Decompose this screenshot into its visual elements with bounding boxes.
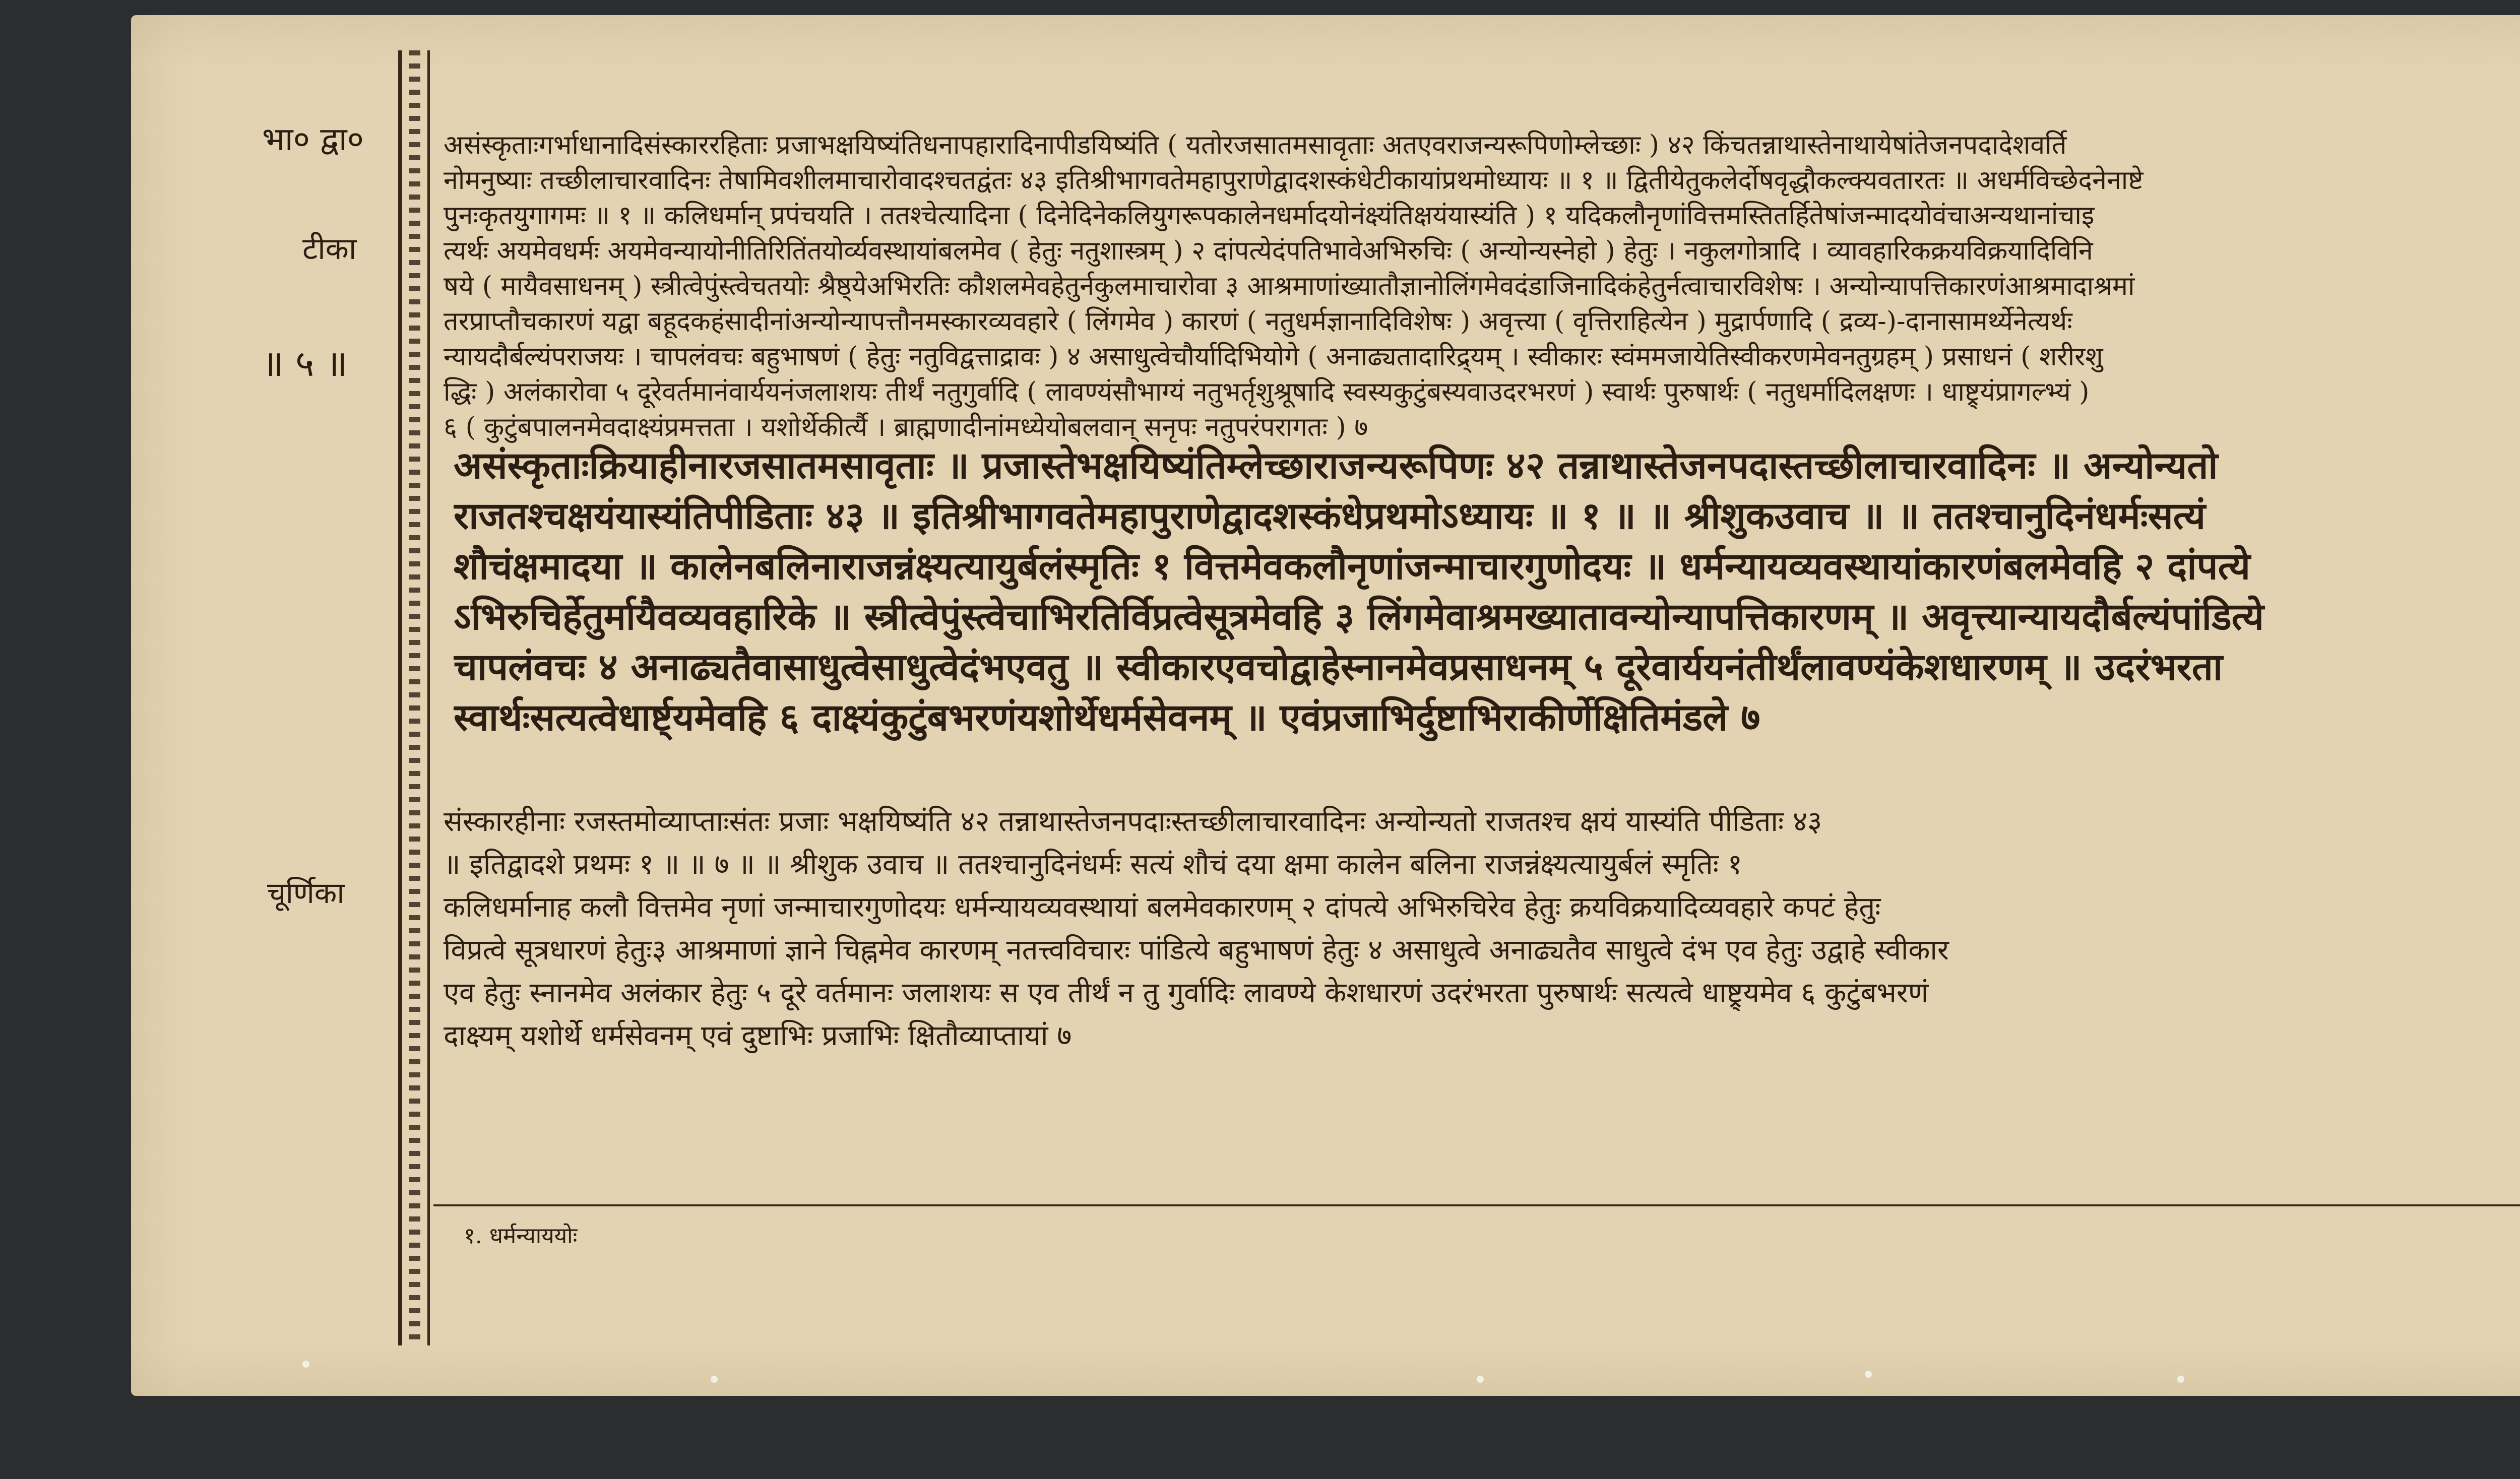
verse-line: असंस्कृताःक्रियाहीनारजसातमसावृताः ॥ प्रजास्तेभक्षयिष्यंतिम्लेच्छाराजन्यरूपिणः ४२ तन्नाथास्तेजनपदास्तच्छीलाचारवादिनः ॥ अन्योन्यतो	[454, 444, 2218, 487]
curni-line: कलिधर्मानाह कलौ वित्तमेव नृणां जन्माचारगुणोदयः धर्मन्यायव्यवस्थायां बलमेवकारणम् २ दांपत्ये अभिरुचिरेव हेतुः क्रयविक्रयादिव्यवहारे कपटं हेतुः	[444, 891, 1881, 924]
commentary-line: त्यर्थः अयमेवधर्मः अयमेवन्यायोनीतिरितिंतयोर्व्यवस्थायांबलमेव ( हेतुः नतुशास्त्रम् ) २ दांपत्येदंपतिभावेअभिरुचिः ( अन्योन्यस्नेहो ) हेतुः । नकुलगोत्रादि । व्यावहारिकक्रयविक्रयादिविनि	[444, 236, 2093, 266]
verse-line: चापलंवचः ४ अनाढ्यतैवासाधुत्वेसाधुत्वेदंभएवतु ॥ स्वीकारएवचोद्वाहेस्नानमेवप्रसाधनम् ५ दूरेवार्ययनंतीर्थंलावण्यंकेशधारणम् ॥ उदरंभरता	[454, 646, 2223, 689]
footnote-rule	[433, 1204, 2520, 1206]
commentary-line: पुनःकृतयुगागमः ॥ १ ॥ कलिधर्मान् प्रपंचयति । ततश्चेत्यादिना ( दिनेदिनेकलियुगरूपकालेनधर्मादयोनंक्ष्यंतिक्षयंयास्यंति ) १ यदिकलौनृणांवित्तमस्तितर्हितेषांजन्मादयोवंचाअन्यथानांचाइ	[444, 201, 2095, 231]
commentary-line: षये ( मायैवसाधनम् ) स्त्रीत्वेपुंस्त्वेचतयोः श्रैष्ठ्येअभिरतिः कौशलमेवहेतुर्नकुलमाचारोवा ३ आश्रमाणांख्यातौज्ञानोलिंगमेवदंडाजिनादिकंहेतुर्नत्वाचारविशेषः । अन्योन्यापत्तिकारणंआश्रमादाश्रमां	[444, 271, 2135, 301]
verse-line: राजतश्चक्षयंयास्यंतिपीडिताः ४३ ॥ इतिश्रीभागवतेमहापुराणेद्वादशस्कंधेप्रथमोऽध्यायः ॥ १ ॥ ॥ श्रीशुकउवाच ॥ ॥ ततश्चानुदिनंधर्मःसत्यं	[454, 494, 2206, 538]
manuscript-page	[131, 15, 2520, 1396]
commentary-line: नोमनुष्याः तच्छीलाचारवादिनः तेषामिवशीलमाचारोवादश्चतद्वंतः ४३ इतिश्रीभागवतेमहापुराणेद्वादशस्कंधेटीकायांप्रथमोध्यायः ॥ १ ॥ द्वितीयेतुकलेर्दोषवृद्धौकल्क्यवतारतः ॥ अधर्मविच्छेदनेनाष्टे	[444, 165, 2144, 196]
left-margin-folio: ॥ ५ ॥	[262, 342, 348, 384]
curni-line: विप्रत्वे सूत्रधारणं हेतुः३ आश्रमाणां ज्ञाने चिह्नमेव कारणम् नतत्त्वविचारः पांडित्ये बहुभाषणं हेतुः ४ असाधुत्वे अनाढ्यतैव साधुत्वे दंभ एव हेतुः उद्वाहे स्वीकार	[444, 934, 1949, 967]
commentary-line: असंस्कृताःगर्भाधानादिसंस्काररहिताः प्रजाभक्षयिष्यंतिधनापहारादिनापीडयिष्यंति ( यतोरजसातमसावृताः अतएवराजन्यरूपिणोम्लेच्छाः ) ४२ किंचतन्नाथास्तेनाथायेषांतेजनपदादेशवर्ति	[444, 130, 2067, 160]
pin-marker	[1477, 1376, 1484, 1383]
verse-line: स्वार्थःसत्यत्वेधार्ष्ट्यमेवहि ६ दाक्ष्यंकुटुंबभरणंयशोर्थेधर्मसेवनम् ॥ एवंप्रजाभिर्दुष्टाभिराकीर्णेक्षितिमंडले ७	[454, 696, 1760, 739]
footnote: १. धर्मन्याययोः	[464, 1223, 578, 1249]
pin-marker	[302, 1361, 309, 1368]
commentary-line: ६ ( कुटुंबपालनमेवदाक्ष्यंप्रमत्तता । यशोर्थेकीर्त्यै । ब्राह्मणादीनांमध्येयोबलवान् सनृपः नतुपरंपरागतः ) ७	[444, 412, 1368, 442]
left-inner-rule	[427, 50, 430, 1345]
pin-marker	[1865, 1371, 1872, 1378]
verse-line: ऽभिरुचिर्हेतुर्मायैवव्यवहारिके ॥ स्त्रीत्वेपुंस्त्वेचाभिरतिर्विप्रत्वेसूत्रमेवहि ३ लिंगमेवाश्रमख्यातावन्योन्यापत्तिकारणम् ॥ अवृत्त्यान्यायदौर्बल्यंपांडित्ये	[454, 595, 2264, 638]
curni-line: ॥ इतिद्वादशे प्रथमः १ ॥ ॥ ७ ॥ ॥ श्रीशुक उवाच ॥ ततश्चानुदिनंधर्मः सत्यं शौचं दया क्षमा कालेन बलिना राजन्नंक्ष्यत्यायुर्बलं स्मृतिः १	[444, 848, 1742, 881]
left-margin-tika-label: टीका	[302, 231, 357, 267]
left-border-rule	[398, 50, 402, 1345]
pin-marker	[711, 1376, 718, 1383]
curni-line: एव हेतुः स्नानमेव अलंकार हेतुः ५ दूरे वर्तमानः जलाशयः स एव तीर्थं न तु गुर्वादिः लावण्ये केशधारणं उदरंभरता पुरुषार्थः सत्यत्वे धाष्ट्र्यमेव ६ कुटुंबभरणं	[444, 977, 1929, 1009]
curni-line: दाक्ष्यम् यशोर्थे धर्मसेवनम् एवं दुष्टाभिः प्रजाभिः क्षितौव्याप्तायां ७	[444, 1019, 1072, 1052]
left-margin-curnika-label: चूर्णिका	[267, 876, 345, 910]
curni-line: संस्कारहीनाः रजस्तमोव्याप्ताःसंतः प्रजाः भक्षयिष्यंति ४२ तन्नाथास्तेजनपदाःस्तच्छीलाचारवादिनः अन्योन्यतो राजतश्च क्षयं यास्यंति पीडिताः ४३	[444, 805, 1822, 838]
commentary-line: तरप्राप्तौचकारणं यद्वा बहूदकहंसादीनांअन्योन्यापत्तौनमस्कारव्यवहारे ( लिंगमेव ) कारणं ( नतुधर्मज्ञानादिविशेषः ) अवृत्त्या ( वृत्तिराहित्येन ) मुद्रार्पणादि ( द्रव्य-)-दानासामर्थ्येनेत्यर्थः	[444, 306, 2072, 337]
left-border-vine	[409, 50, 420, 1345]
left-margin-abbrev: भा० द्वा०	[262, 121, 364, 158]
commentary-line: द्धिः ) अलंकारोवा ५ दूरेवर्तमानंवार्ययनंजलाशयः तीर्थं नतुगुर्वादि ( लावण्यंसौभाग्यं नतुभर्तृशुश्रूषादि स्वस्यकुटुंबस्यवाउदरभरणं ) स्वार्थः पुरुषार्थः ( नतुधर्मादिलक्षणः । धाष्ट्र्यंप्रागल्भ्यं )	[444, 377, 2090, 407]
pin-marker	[2177, 1376, 2184, 1383]
verse-line: शौचंक्षमादया ॥ कालेनबलिनाराजन्नंक्ष्यत्यायुर्बलंस्मृतिः १ वित्तमेवकलौनृणांजन्माचारगुणोदयः ॥ धर्मन्यायव्यवस्थायांकारणंबलमेवहि २ दांपत्ये	[454, 545, 2250, 588]
commentary-line: न्यायदौर्बल्यंपराजयः । चापलंवचः बहुभाषणं ( हेतुः नतुविद्वत्ताद्रावः ) ४ असाधुत्वेचौर्यादिभियोगे ( अनाढ्यतादारिद्र्यम् । स्वीकारः स्वंममजायेतिस्वीकरणमेवनतुग्रहम् ) प्रसाधनं ( शरीरशु	[444, 342, 2103, 372]
